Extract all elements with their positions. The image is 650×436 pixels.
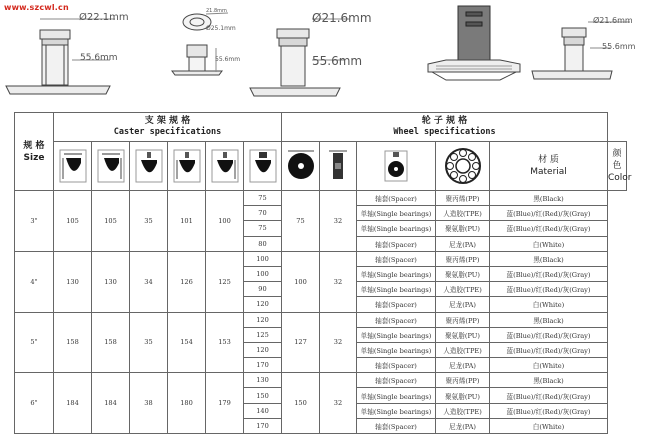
bearing-value: 轴套(Spacer) bbox=[357, 358, 436, 373]
size-value: 3" bbox=[15, 191, 54, 252]
height-value: 125 bbox=[244, 327, 282, 342]
size-value: 4" bbox=[15, 251, 54, 312]
material-value: 聚丙烯(PP) bbox=[436, 251, 490, 266]
material-value: 尼龙(PA) bbox=[436, 297, 490, 312]
dim2-diameter: Ø25.1mm bbox=[206, 25, 236, 32]
material-value: 聚氨脂(PU) bbox=[436, 327, 490, 342]
caster-dim-value: 158 bbox=[92, 312, 130, 373]
material-value: 聚氨脂(PU) bbox=[436, 266, 490, 281]
caster-dim-value: 126 bbox=[168, 251, 206, 312]
caster-brake-icon bbox=[249, 149, 277, 183]
height-value: 140 bbox=[244, 403, 282, 418]
size-header bbox=[15, 113, 54, 191]
stem-drawings bbox=[0, 0, 650, 104]
bearing-value: 单轴(Single bearings) bbox=[357, 282, 436, 297]
wheel-width-value: 32 bbox=[320, 373, 357, 434]
bearing-value: 单轴(Single bearings) bbox=[357, 403, 436, 418]
caster-dim-value: 153 bbox=[206, 312, 244, 373]
color-value: 蓝(Blue)/红(Red)/灰(Gray) bbox=[490, 221, 608, 236]
wheel-header-cn: 轮 子 规 格 bbox=[421, 116, 468, 126]
caster-dim-icon-4 bbox=[168, 142, 206, 191]
caster-dim-value: 34 bbox=[130, 251, 168, 312]
bearing-value: 轴套(Spacer) bbox=[357, 373, 436, 388]
wheel-diameter-value: 100 bbox=[282, 251, 320, 312]
wheel-header-en: Wheel specifications bbox=[393, 127, 496, 137]
dim5-height: 55.6mm bbox=[602, 42, 636, 51]
wheel-width-value: 32 bbox=[320, 251, 357, 312]
wheel-diameter-icon bbox=[286, 149, 316, 183]
caster-header-cn: 支 架 规 格 bbox=[144, 116, 191, 126]
caster-dim-value: 184 bbox=[92, 373, 130, 434]
height-value: 100 bbox=[244, 266, 282, 281]
wheel-diameter-value: 75 bbox=[282, 191, 320, 252]
wheel-width-icon bbox=[320, 142, 357, 191]
material-value: 聚氨脂(PU) bbox=[436, 221, 490, 236]
drawing-2 bbox=[172, 13, 228, 75]
caster-wheel-icon bbox=[97, 149, 125, 183]
color-value: 蓝(Blue)/红(Red)/灰(Gray) bbox=[490, 342, 608, 357]
bearing-value: 单轴(Single bearings) bbox=[357, 206, 436, 221]
caster-dim-value: 105 bbox=[54, 191, 92, 252]
height-value: 75 bbox=[244, 221, 282, 236]
material-value: 尼龙(PA) bbox=[436, 236, 490, 251]
wheel-diameter-icon bbox=[282, 142, 320, 191]
caster-header-en: Caster specifications bbox=[113, 127, 222, 137]
color-header-cn: 颜 色 bbox=[612, 149, 622, 171]
material-value: 聚氨脂(PU) bbox=[436, 388, 490, 403]
wheel-height-icon bbox=[383, 149, 409, 183]
caster-dim-icon-2 bbox=[92, 142, 130, 191]
dim5-diameter: Ø21.6mm bbox=[593, 16, 633, 25]
height-value: 170 bbox=[244, 418, 282, 433]
caster-dim-icon-6 bbox=[244, 142, 282, 191]
wheel-diameter-value: 127 bbox=[282, 312, 320, 373]
drawing-4 bbox=[428, 6, 520, 80]
caster-dim-value: 154 bbox=[168, 312, 206, 373]
material-value: 聚丙烯(PP) bbox=[436, 312, 490, 327]
bearing-value: 轴套(Spacer) bbox=[357, 191, 436, 206]
caster-dim-value: 130 bbox=[54, 251, 92, 312]
color-value: 黑(Black) bbox=[490, 251, 608, 266]
color-value: 黑(Black) bbox=[490, 373, 608, 388]
caster-dim-icon-5 bbox=[206, 142, 244, 191]
color-value: 白(White) bbox=[490, 297, 608, 312]
material-value: 人造胶(TPE) bbox=[436, 342, 490, 357]
material-header-en: Material bbox=[530, 167, 567, 177]
wheel-width-value: 32 bbox=[320, 191, 357, 252]
color-value: 蓝(Blue)/红(Red)/灰(Gray) bbox=[490, 206, 608, 221]
caster-dim-value: 105 bbox=[92, 191, 130, 252]
color-value: 白(White) bbox=[490, 418, 608, 433]
size-header-en: Size bbox=[23, 152, 45, 163]
color-value: 蓝(Blue)/红(Red)/灰(Gray) bbox=[490, 388, 608, 403]
height-value: 90 bbox=[244, 282, 282, 297]
dim1-height: 55.6mm bbox=[80, 53, 118, 63]
wheel-diameter-value: 150 bbox=[282, 373, 320, 434]
caster-header bbox=[54, 113, 282, 142]
bearing-value: 轴套(Spacer) bbox=[357, 418, 436, 433]
material-value: 人造胶(TPE) bbox=[436, 282, 490, 297]
height-value: 70 bbox=[244, 206, 282, 221]
dim1-diameter: Ø22.1mm bbox=[79, 12, 129, 23]
color-value: 黑(Black) bbox=[490, 312, 608, 327]
wheel-width-icon bbox=[325, 149, 351, 183]
bearing-value: 单轴(Single bearings) bbox=[357, 327, 436, 342]
color-value: 蓝(Blue)/红(Red)/灰(Gray) bbox=[490, 266, 608, 281]
material-value: 人造胶(TPE) bbox=[436, 403, 490, 418]
caster-dim-value: 100 bbox=[206, 191, 244, 252]
caster-dim-value: 38 bbox=[130, 373, 168, 434]
height-value: 80 bbox=[244, 236, 282, 251]
caster-dim-value: 180 bbox=[168, 373, 206, 434]
color-value: 黑(Black) bbox=[490, 191, 608, 206]
caster-dim-icon-1 bbox=[54, 142, 92, 191]
caster-wheel-icon bbox=[173, 149, 201, 183]
bearing-value: 单轴(Single bearings) bbox=[357, 388, 436, 403]
material-value: 人造胶(TPE) bbox=[436, 206, 490, 221]
table-row bbox=[15, 251, 627, 266]
dim3-diameter: Ø21.6mm bbox=[312, 11, 372, 25]
caster-dim-icon-3 bbox=[130, 142, 168, 191]
height-value: 75 bbox=[244, 191, 282, 206]
color-value: 蓝(Blue)/红(Red)/灰(Gray) bbox=[490, 327, 608, 342]
wheel-header bbox=[282, 113, 608, 142]
bearing-value: 轴套(Spacer) bbox=[357, 312, 436, 327]
material-value: 尼龙(PA) bbox=[436, 418, 490, 433]
caster-dim-value: 158 bbox=[54, 312, 92, 373]
material-value: 尼龙(PA) bbox=[436, 358, 490, 373]
color-header bbox=[608, 142, 632, 191]
table-row bbox=[15, 373, 627, 388]
wheel-height-icon bbox=[357, 142, 436, 191]
color-header-en: Color bbox=[608, 173, 632, 183]
caster-dim-value: 101 bbox=[168, 191, 206, 252]
height-value: 120 bbox=[244, 297, 282, 312]
height-value: 100 bbox=[244, 251, 282, 266]
material-value: 聚丙烯(PP) bbox=[436, 191, 490, 206]
bearing-value: 单轴(Single bearings) bbox=[357, 266, 436, 281]
spec-table bbox=[14, 112, 632, 434]
bearing-icon bbox=[443, 146, 483, 186]
height-value: 150 bbox=[244, 388, 282, 403]
bearing-value: 轴套(Spacer) bbox=[357, 236, 436, 251]
bearing-value: 单轴(Single bearings) bbox=[357, 221, 436, 236]
height-value: 130 bbox=[244, 373, 282, 388]
bearing-value: 轴套(Spacer) bbox=[357, 251, 436, 266]
bearing-value: 轴套(Spacer) bbox=[357, 297, 436, 312]
color-value: 白(White) bbox=[490, 358, 608, 373]
size-value: 6" bbox=[15, 373, 54, 434]
height-value: 120 bbox=[244, 312, 282, 327]
caster-dim-value: 184 bbox=[54, 373, 92, 434]
height-value: 170 bbox=[244, 358, 282, 373]
color-value: 蓝(Blue)/红(Red)/灰(Gray) bbox=[490, 403, 608, 418]
color-value: 蓝(Blue)/红(Red)/灰(Gray) bbox=[490, 282, 608, 297]
caster-wheel-icon bbox=[135, 149, 163, 183]
size-value: 5" bbox=[15, 312, 54, 373]
caster-dim-value: 125 bbox=[206, 251, 244, 312]
material-header-cn: 材 质 bbox=[538, 155, 559, 165]
height-value: 120 bbox=[244, 342, 282, 357]
caster-dim-value: 35 bbox=[130, 312, 168, 373]
bearing-icon bbox=[436, 142, 490, 191]
material-header bbox=[490, 142, 608, 191]
dim3-height: 55.6mm bbox=[312, 54, 363, 68]
table-row bbox=[15, 312, 627, 327]
table-row bbox=[15, 191, 627, 206]
watermark-text: www.szcwl.cn bbox=[4, 3, 69, 12]
color-value: 白(White) bbox=[490, 236, 608, 251]
material-value: 聚丙烯(PP) bbox=[436, 373, 490, 388]
dim2-top: 21.8mm bbox=[206, 8, 227, 14]
dim2-height: 55.6mm bbox=[215, 56, 241, 63]
bearing-value: 单轴(Single bearings) bbox=[357, 342, 436, 357]
size-header-cn: 规 格 bbox=[23, 140, 45, 151]
caster-wheel-icon bbox=[59, 149, 87, 183]
caster-wheel-icon bbox=[211, 149, 239, 183]
spec-table-body bbox=[15, 191, 627, 434]
caster-dim-value: 130 bbox=[92, 251, 130, 312]
caster-dim-value: 179 bbox=[206, 373, 244, 434]
caster-dim-value: 35 bbox=[130, 191, 168, 252]
wheel-width-value: 32 bbox=[320, 312, 357, 373]
